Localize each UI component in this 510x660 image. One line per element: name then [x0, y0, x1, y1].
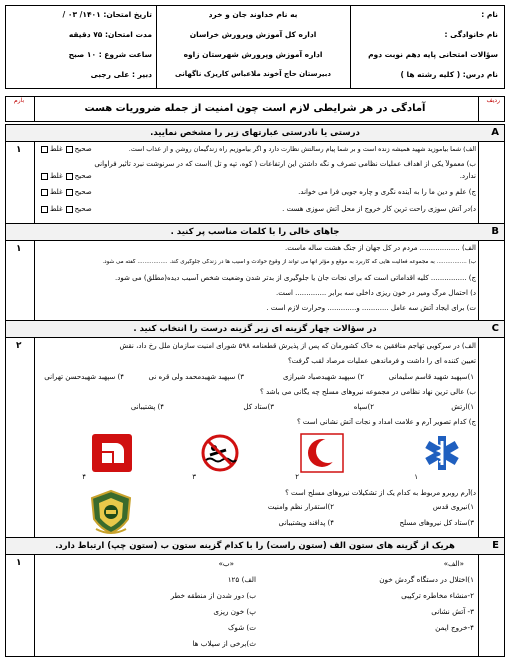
q1-option-1[interactable]: ۱)سپهبد شهید قاسم سلیمانی	[388, 373, 474, 381]
section-b-title: جاهای خالی را با کلمات مناسب پر کنید .	[170, 227, 340, 237]
question-1-line-2: تعیین کننده ای را داشت و فرماندهی عملیات مرصاد لقب گرفت؟	[287, 357, 476, 365]
q2-option-3[interactable]: ۳)ستاد کل	[243, 403, 274, 411]
section-a-header	[6, 125, 504, 141]
true-false-b: صحیحغلط	[38, 172, 92, 180]
false-checkbox[interactable]	[41, 206, 48, 213]
school-info	[156, 6, 350, 88]
exam-grade: سؤالات امتحانی پایه دهم نوبت دوم	[368, 50, 498, 59]
true-false-d: صحیحغلط	[38, 205, 92, 213]
q2-option-1[interactable]: ۱)ارتش	[451, 403, 474, 411]
start-time: ساعت شروع : ۱۰ صبح	[68, 50, 152, 59]
statement-b: ب) معمولاً یکی از اهداف عملیات نظامی تصرف و نگه داشتن این ارتفاعات ( کوه، تپه و تل )است که در سرنوشت نبرد تأثیر فراوانی	[94, 160, 476, 168]
blank-e: ت) برای ایجاد آتش سه عامل ............ و............. وحرارت لازم است .	[266, 304, 476, 312]
q4-option-1[interactable]: ۱)نیروی قدس	[432, 503, 474, 511]
statement-c: ج) علم و دین ما را به آینده نگری و چاره جویی فرا می خواند.	[298, 188, 476, 196]
q4-option-2[interactable]: ۲)استقرار نظم وامنیت	[267, 503, 334, 511]
score-column-label: بارم	[14, 97, 25, 104]
question-4: د)آرم روبرو مربوط به کدام یک از تشکیلات نیروهای مسلح است ؟	[285, 489, 476, 497]
true-checkbox[interactable]	[66, 189, 73, 196]
section-b-letter: B	[491, 226, 499, 237]
fire-department-icon[interactable]	[90, 433, 134, 473]
star-of-life-icon[interactable]	[420, 433, 464, 473]
no-swimming-icon[interactable]	[198, 433, 242, 473]
q4-option-4[interactable]: ۴) پدافند وپشتیبانی	[278, 519, 334, 527]
exam-info	[12, 6, 152, 88]
section-a-title: درستی یا نادرستی عبارتهای زیر را مشخص نمایید.	[150, 128, 360, 138]
true-checkbox[interactable]	[66, 173, 73, 180]
school-name: دبیرستان حاج آخوند ملاعباس کاریزک ناگهانی	[175, 70, 331, 78]
motto-banner	[5, 96, 505, 122]
section-e-title: هریک از گزینه های ستون الف (ستون راست) را با کدام گزینه ستون ب (ستون چپ) ارتباط دارد.	[55, 541, 455, 551]
column-b-header: «ب»	[218, 559, 234, 568]
column-b-item: ث)برخی از سیلاب ها	[192, 639, 256, 648]
q3-option-2[interactable]: ۲	[295, 473, 299, 481]
basmala: به نام خداوند جان و خرد	[208, 10, 298, 19]
section-e-score: ۱	[16, 558, 22, 568]
city-office: اداره آموزش وپرورش شهرستان زاوه	[183, 50, 323, 59]
column-b-item: ب) دور شدن از منطقه خطر	[170, 591, 256, 600]
question-3: ج) کدام تصویر آرم و علامت امداد و نجات آتش نشانی است ؟	[296, 418, 476, 426]
q2-option-4[interactable]: ۴) پشتیبانی	[130, 403, 164, 411]
section-b-score: ۱	[16, 244, 22, 254]
column-a-item: ۴-خروج ایمن	[435, 623, 474, 632]
section-e	[5, 537, 505, 657]
section-c-header	[6, 321, 504, 337]
blank-d: د) احتمال مرگ ومیر در خون ریزی داخلی سه برابر .............. است.	[276, 289, 476, 297]
statement-a: الف) شما بیاموزید شهید همیشه زنده است و بر شما پیام رسالتش نظارت دارد و اگر بیاموزیم راه زندگیمان روشن و از عذاب است.	[128, 145, 476, 153]
blank-b: ب) ................. به مجموعه فعالیت هایی که کاربرد به موقع و مؤثر انها می تواند از وقوع حوادث و آسیب ها در زندگی جلوگیری کند. ................. گفته می شود.	[102, 259, 476, 265]
column-a-item: ۳- آتش نشانی	[431, 607, 474, 616]
q3-option-1[interactable]: ۱	[414, 473, 418, 481]
q1-option-2[interactable]: ۲) سپهبد شهیدصیاد شیرازی	[283, 373, 364, 381]
question-1-line-1: الف) در سرکوبی تهاجم منافقین به خاک کشورمان که پس از پذیرش قطعنامه ۵۹۸ شورای امنیت سازمان ملل رخ داد، نقش	[119, 342, 476, 350]
column-a-item: ۲-منشاء مخاطره ترکیبی	[401, 591, 474, 600]
section-c-title: در سؤالات چهار گزینه ای زیر گزینه درست را انتخاب کنید .	[133, 324, 377, 334]
section-a	[5, 124, 505, 224]
name-label: نام :	[481, 10, 498, 19]
section-c-score: ۲	[16, 341, 22, 351]
q4-option-3[interactable]: ۳)ستاد کل نیروهای مسلح	[399, 519, 474, 527]
blank-c: ج) ................ کلیه اقداماتی است که برای نجات جان یا جلوگیری از بدتر شدن وضعیت شخص آسیب دیده(مطلق) می شود.	[115, 274, 476, 282]
section-e-header	[6, 538, 504, 554]
exam-date: تاریخ امتحان: ۱۴۰۱/ ۰۳ /	[62, 10, 152, 19]
column-b-item: پ) خون ریزی	[213, 607, 256, 616]
false-checkbox[interactable]	[41, 189, 48, 196]
column-a-header: «الف»	[443, 559, 464, 568]
section-c-letter: C	[491, 323, 499, 334]
section-e-letter: E	[492, 540, 499, 551]
column-b-item: الف) ۱۲۵	[227, 575, 256, 584]
false-checkbox[interactable]	[41, 146, 48, 153]
police-emblem-icon	[86, 489, 136, 535]
blank-a: الف) .................. مردم در کل جهان از جنگ هشت ساله ماست.	[285, 244, 476, 252]
statement-d: د)در آتش سوزی راحت ترین کار خروج از محل آتش سوزی هست .	[282, 205, 476, 213]
motto-title: آمادگی در هر شرایطی لازم است چون امنیت از جمله ضروریات هست	[84, 103, 426, 114]
section-b-header	[6, 224, 504, 240]
true-checkbox[interactable]	[66, 146, 73, 153]
section-c	[5, 320, 505, 538]
exam-header	[5, 5, 505, 89]
column-b-item: ت) شوک	[227, 623, 256, 632]
subject-label: نام درس: ( کلیه رشته ها )	[400, 70, 498, 79]
q1-option-4[interactable]: ۴) سپهبد شهیدحسن تهرانی	[44, 373, 124, 381]
q3-option-4[interactable]: ۴	[82, 473, 86, 481]
section-b	[5, 223, 505, 321]
family-label: نام خانوادگی :	[444, 30, 498, 39]
q2-option-2[interactable]: ۲)سپاه	[353, 403, 374, 411]
q3-option-3[interactable]: ۳	[192, 473, 196, 481]
true-checkbox[interactable]	[66, 206, 73, 213]
true-false-c: صحیحغلط	[38, 188, 92, 196]
false-checkbox[interactable]	[41, 173, 48, 180]
column-a-item: ۱)اختلال در دستگاه گردش خون	[379, 575, 474, 584]
q1-option-3[interactable]: ۳) سپهبد شهیدمحمد ولی قره نی	[148, 373, 244, 381]
province-office: اداره کل آموزش وپرورش خراسان	[189, 30, 317, 39]
question-2: ب) عالی ترین نهاد نظامی در مجموعه نیروهای مسلح چه یگانی می باشد ؟	[260, 388, 476, 396]
red-crescent-icon[interactable]	[300, 433, 344, 473]
true-false-a: صحیحغلط	[38, 145, 92, 153]
section-a-score: ۱	[16, 145, 22, 155]
row-column-label: ردیف	[486, 97, 500, 104]
student-info	[338, 6, 498, 88]
teacher-name: دبیر : علی رجبی	[90, 70, 152, 79]
section-a-letter: A	[491, 127, 499, 138]
exam-duration: مدت امتحان: ۷۵ دقیقه	[68, 30, 152, 39]
statement-b-cont: ندارد.	[459, 172, 476, 180]
